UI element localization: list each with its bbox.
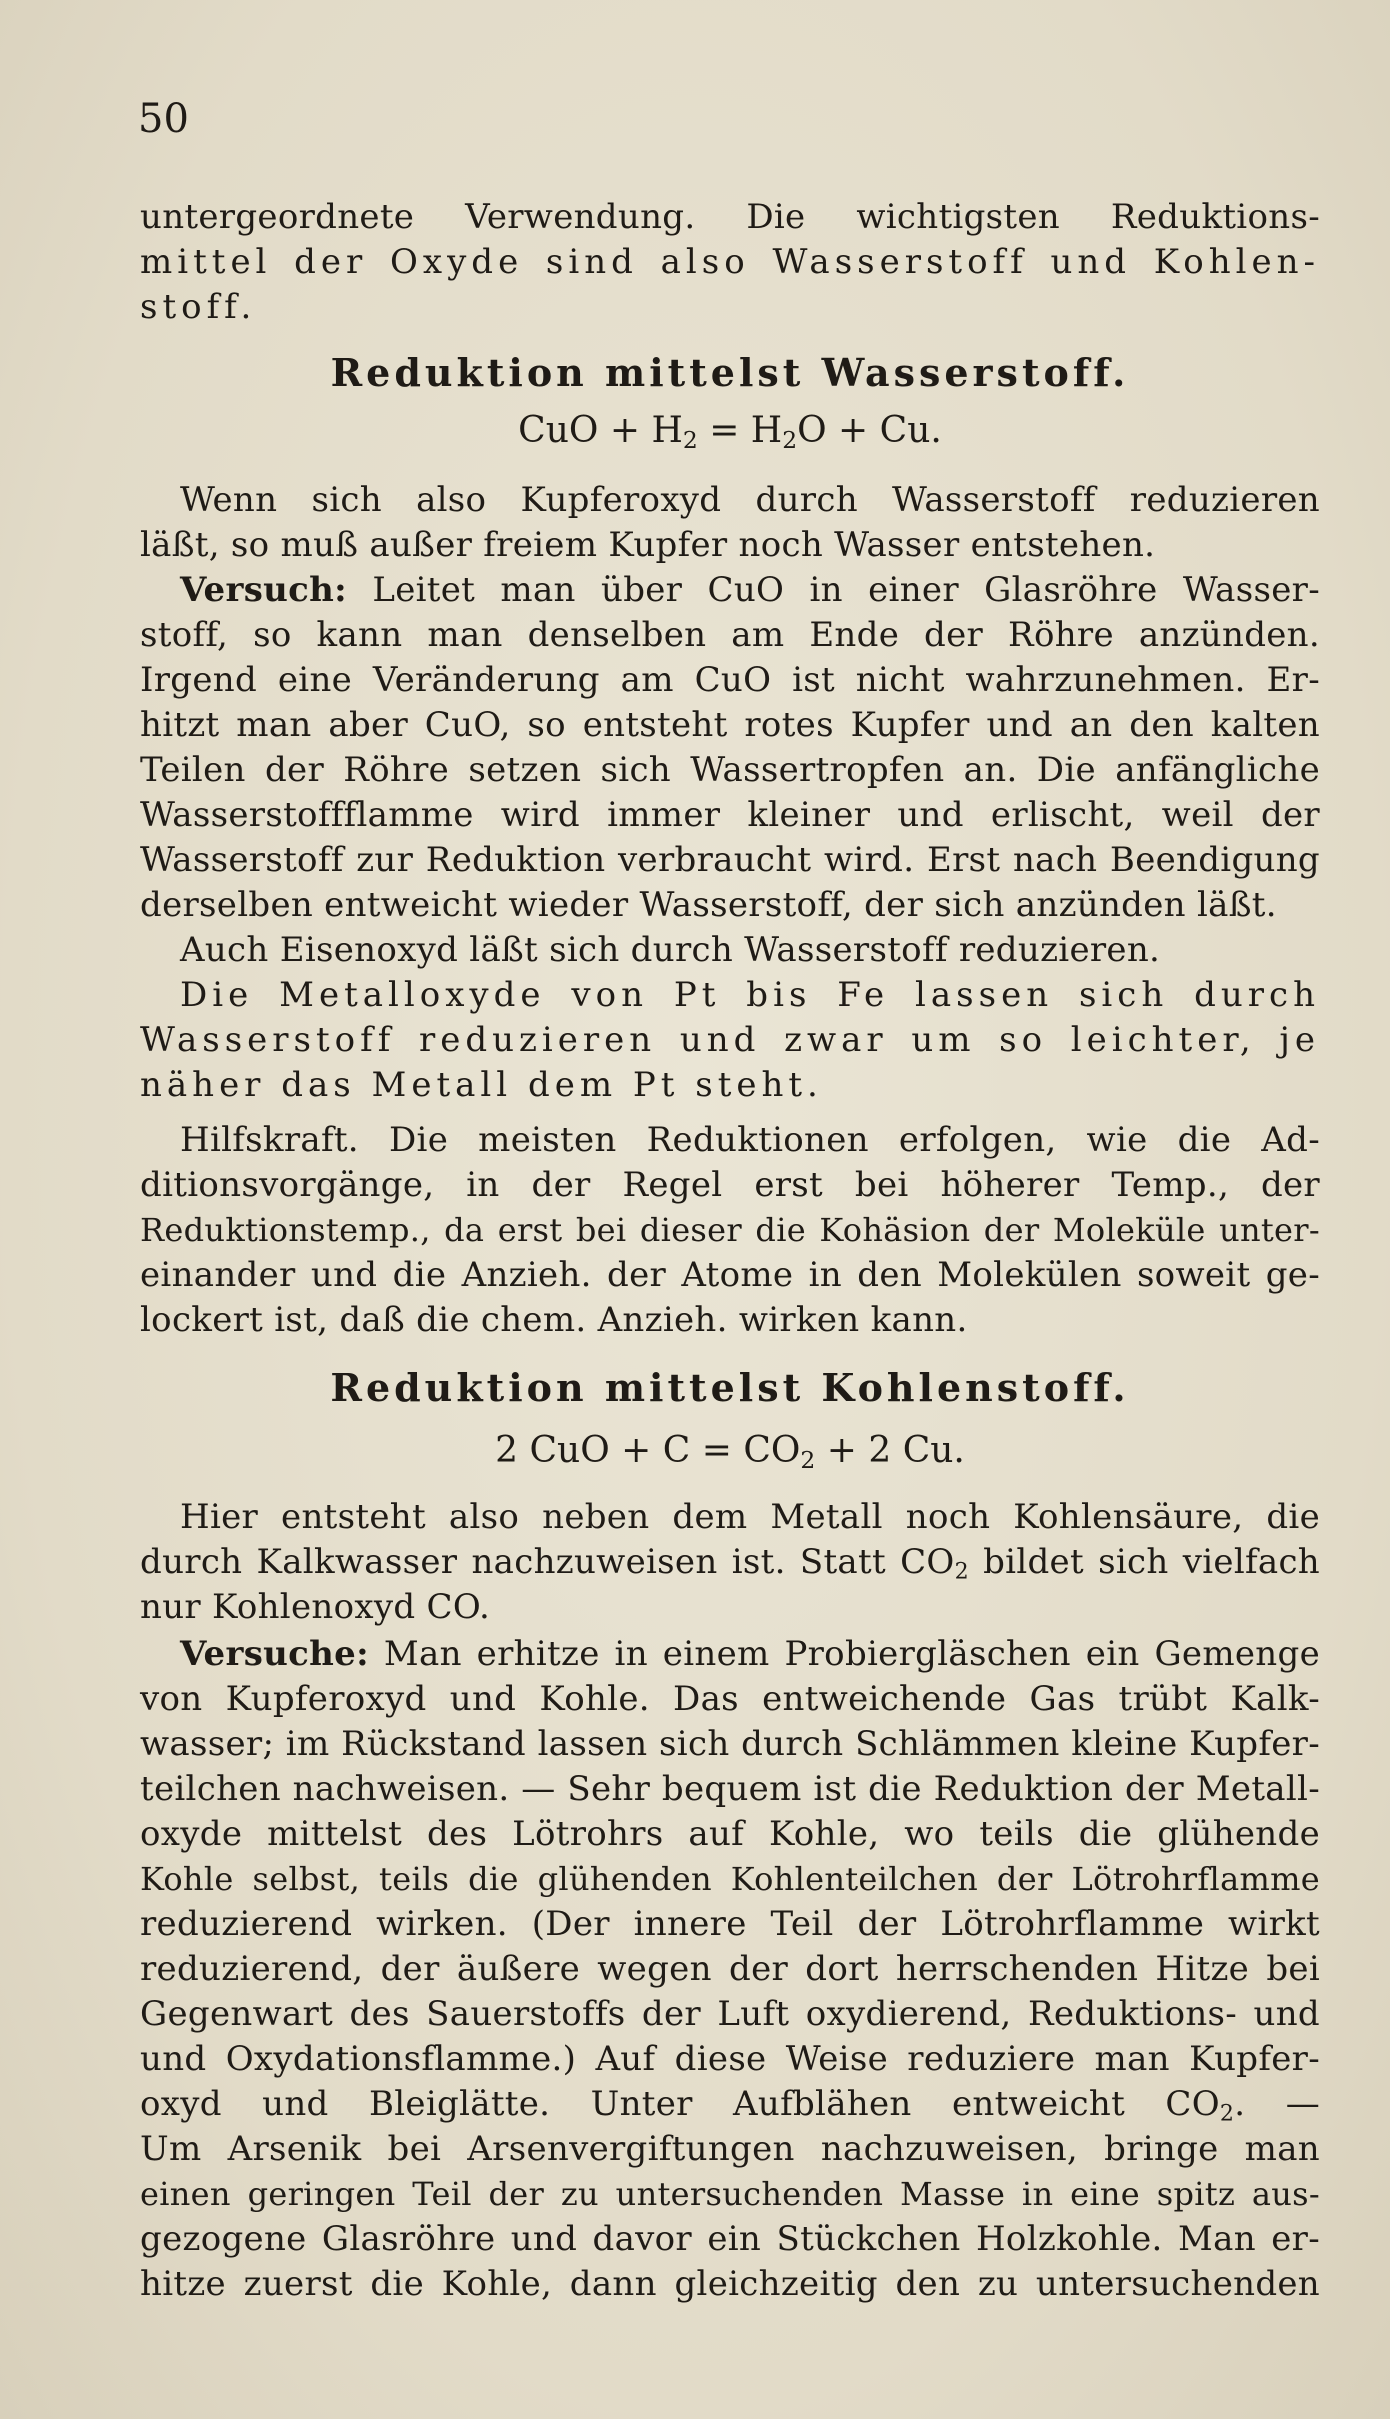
text-line: stoff. [140, 287, 257, 327]
text-line: Kohle selbst, teils die glühenden Kohlenteilchen der Lötrohrflamme [140, 1860, 1320, 1898]
text-line: Irgend eine Veränderung am CuO ist nicht wahrzunehmen. Er- [140, 660, 1320, 700]
text-line: Versuche: Man erhitze in einem Probiergläschen ein Gemenge [180, 1634, 1320, 1674]
text-line: und Oxydationsflamme.) Auf diese Weise reduziere man Kupfer- [140, 2039, 1320, 2079]
text-line: gezogene Glasröhre und davor ein Stückchen Holzkohle. Man er- [140, 2219, 1320, 2259]
text-line: reduzierend, der äußere wegen der dort herrschenden Hitze bei [140, 1949, 1320, 1989]
text-line: einen geringen Teil der zu untersuchenden Masse in eine spitz aus- [140, 2175, 1320, 2213]
text-line: Wasserstoff zur Reduktion verbraucht wird. Erst nach Beendigung [140, 840, 1320, 880]
chemical-equation: CuO + $H_2 = H_2O + Cu$. [518, 410, 942, 454]
text-line: wasser; im Rückstand lassen sich durch Schlämmen kleine Kupfer- [140, 1724, 1320, 1764]
text-line: Reduktionstemp., da erst bei dieser die Kohäsion der Moleküle unter- [140, 1211, 1320, 1249]
text-line: Versuch: Leitet man über CuO in einer Glasröhre Wasser- [180, 570, 1320, 610]
text-line: oxyde mittelst des Lötrohrs auf Kohle, wo teils die glühende [140, 1814, 1320, 1854]
text-line: Die Metalloxyde von Pt bis Fe lassen sich durch [180, 975, 1320, 1015]
text-line: Um Arsenik bei Arsenvergiftungen nachzuweisen, bringe man [140, 2129, 1320, 2169]
chemical-equation: 2 CuO + $C = CO_2 + 2$ Cu. [495, 1430, 965, 1474]
text-line: derselben entweicht wieder Wasserstoff, der sich anzünden läßt. [140, 885, 1277, 925]
text-line: hitzt man aber CuO, so entsteht rotes Kupfer und an den kalten [140, 705, 1320, 745]
text-line: Hilfskraft. Die meisten Reduktionen erfolgen, wie die Ad- [180, 1120, 1320, 1160]
text-line: stoff, so kann man denselben am Ende der Röhre anzünden. [140, 615, 1320, 655]
text-line: nur Kohlenoxyd CO. [140, 1587, 491, 1627]
text-line: läßt, so muß außer freiem Kupfer noch Wasser entstehen. [140, 525, 1156, 565]
text-line: Teilen der Röhre setzen sich Wassertropfen an. Die anfängliche [140, 750, 1320, 790]
text-line: reduzierend wirken. (Der innere Teil der Lötrohrflamme wirkt [140, 1904, 1320, 1944]
text-line: mittel der Oxyde sind also Wasserstoff und Kohlen- [140, 242, 1320, 282]
page-number: 50 [138, 96, 189, 142]
text-line: Gegenwart des Sauerstoffs der Luft oxydierend, Reduktions- und [140, 1994, 1320, 2034]
section-heading: Reduktion mittelst Kohlenstoff. [330, 1365, 1130, 1410]
text-line: oxyd und Bleiglätte. Unter Aufblähen entweicht $CO_2$. — [140, 2084, 1321, 2127]
text-line: Auch Eisenoxyd läßt sich durch Wasserstoff reduzieren. [180, 930, 1161, 970]
text-line: Hier entsteht also neben dem Metall noch Kohlensäure, die [180, 1497, 1320, 1537]
text-line: einander und die Anzieh. der Atome in den Molekülen soweit ge- [140, 1255, 1320, 1295]
text-line: hitze zuerst die Kohle, dann gleichzeitig den zu untersuchenden [140, 2264, 1320, 2304]
text-line: ditionsvorgänge, in der Regel erst bei höherer Temp., der [140, 1165, 1320, 1205]
text-line: lockert ist, daß die chem. Anzieh. wirken kann. [140, 1300, 968, 1340]
text-line: Wasserstoff reduzieren und zwar um so leichter, je [140, 1020, 1320, 1060]
text-line: untergeordnete Verwendung. Die wichtigsten Reduktions- [140, 197, 1320, 237]
section-heading: Reduktion mittelst Wasserstoff. [330, 350, 1130, 395]
text-line: teilchen nachweisen. — Sehr bequem ist die Reduktion der Metall- [140, 1769, 1320, 1809]
text-line: durch Kalkwasser nachzuweisen ist. Statt $CO_2$ bildet sich vielfach [140, 1542, 1320, 1585]
text-line: Wenn sich also Kupferoxyd durch Wasserstoff reduzieren [180, 480, 1320, 520]
text-line: Wasserstoffflamme wird immer kleiner und erlischt, weil der [140, 795, 1320, 835]
text-line: von Kupferoxyd und Kohle. Das entweichende Gas trübt Kalk- [140, 1679, 1320, 1719]
text-line: näher das Metall dem Pt steht. [140, 1065, 823, 1105]
